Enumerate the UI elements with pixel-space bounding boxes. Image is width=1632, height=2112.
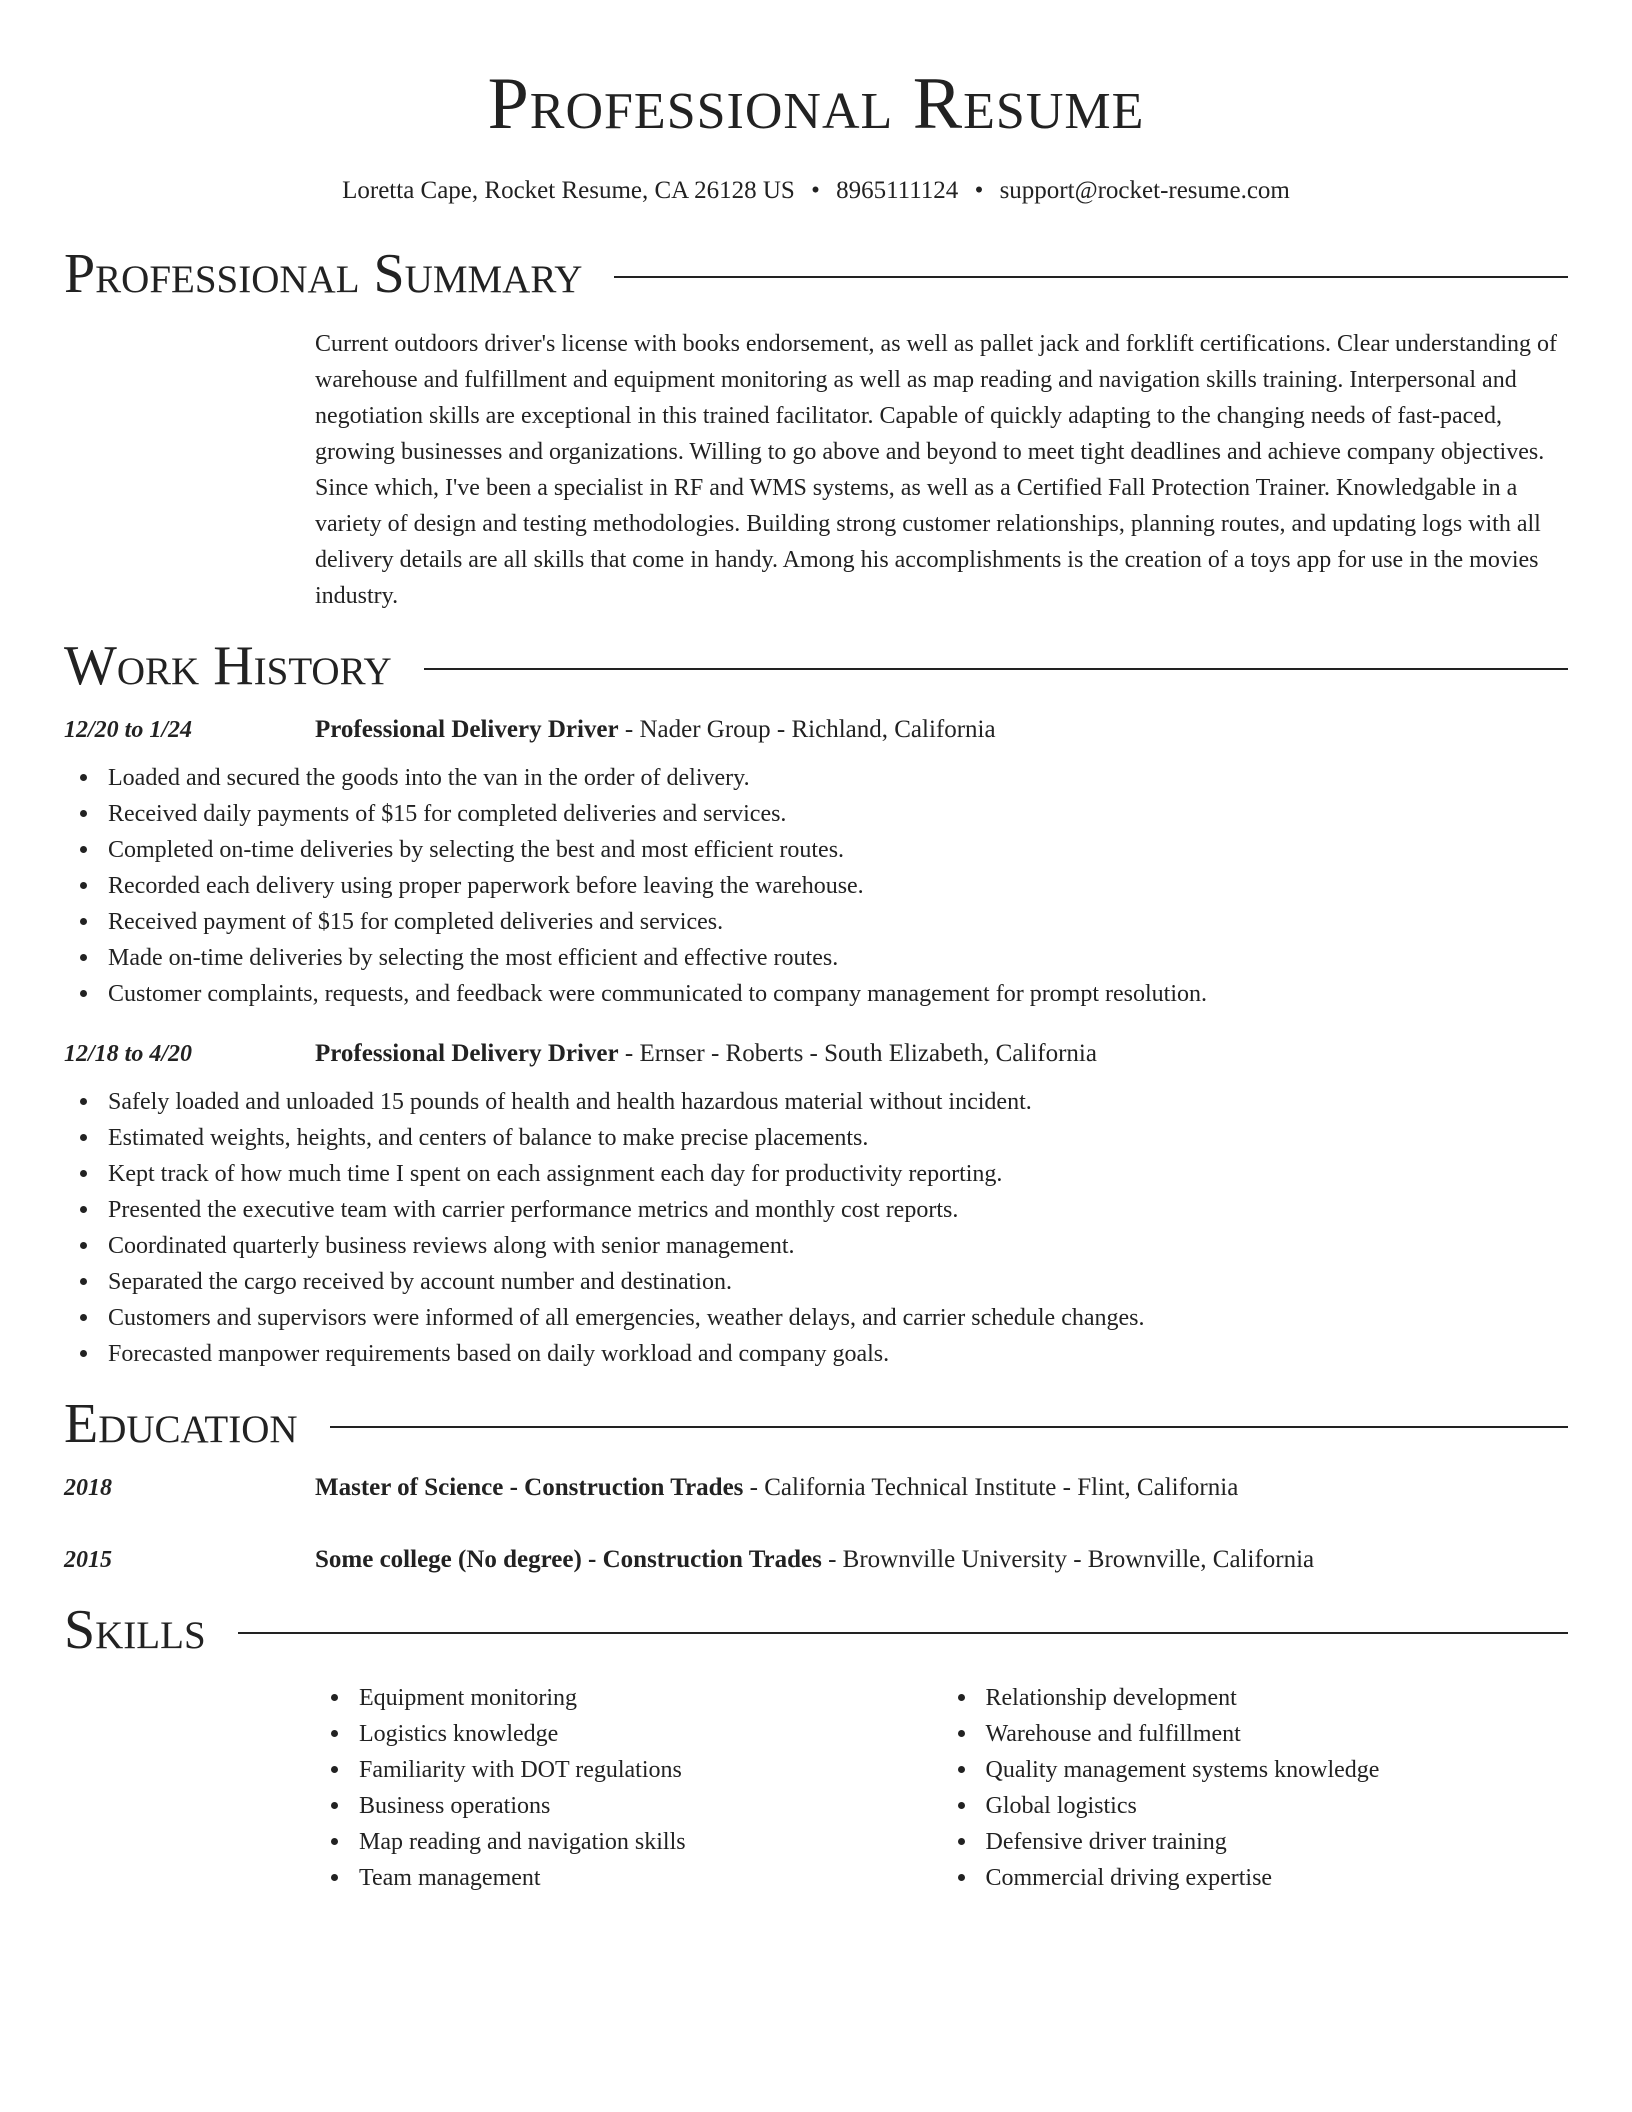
skill-item: Commercial driving expertise [986,1860,1569,1896]
list-item: Estimated weights, heights, and centers of balance to make precise placements. [108,1120,1568,1156]
section-divider [614,276,1568,278]
skill-item: Familiarity with DOT regulations [359,1752,942,1788]
contact-email: support@rocket-resume.com [999,177,1290,204]
job-dates: 12/18 to 4/20 [64,1041,193,1067]
job-details: - Nader Group - Richland, California [618,716,996,743]
contact-phone: 8965111124 [836,177,959,204]
list-item: Coordinated quarterly business reviews along with senior management. [108,1228,1568,1264]
skills-grid [315,1680,1568,1896]
skills-heading: Skills [64,1599,206,1661]
list-item: Made on-time deliveries by selecting the most efficient and effective routes. [108,940,1568,976]
education-heading: Education [64,1393,298,1455]
job-details: - Ernser - Roberts - South Elizabeth, California [618,1040,1097,1067]
work-section-header [64,634,1568,698]
list-item: Presented the executive team with carrier performance metrics and monthly cost reports. [108,1192,1568,1228]
skills-section-header [64,1598,1568,1662]
skill-item: Defensive driver training [986,1824,1569,1860]
job-role: Professional Delivery Driver [315,1040,619,1067]
job-heading [315,710,996,750]
work-heading: Work History [64,635,392,697]
list-item: Kept track of how much time I spent on each assignment each day for productivity reporting. [108,1156,1568,1192]
job-bullets [64,760,1568,1012]
education-entry [64,1540,1568,1580]
education-heading-line [315,1540,1314,1580]
list-item: Safely loaded and unloaded 15 pounds of health and health hazardous material without incident. [108,1084,1568,1120]
section-divider [238,1632,1568,1634]
job-heading [315,1034,1097,1074]
education-heading-line [315,1468,1238,1508]
education-degree: Master of Science - Construction Trades [315,1474,744,1501]
contact-separator: • [974,177,984,204]
contact-address: Loretta Cape, Rocket Resume, CA 26128 US [342,177,795,204]
section-divider [330,1426,1568,1428]
list-item: Completed on-time deliveries by selecting the best and most efficient routes. [108,832,1568,868]
summary-heading: Professional Summary [64,243,583,305]
skill-item: Equipment monitoring [359,1680,942,1716]
job-role: Professional Delivery Driver [315,716,619,743]
education-year: 2015 [64,1547,112,1573]
education-degree: Some college (No degree) - Construction Trades [315,1546,822,1573]
job-dates: 12/20 to 1/24 [64,717,193,743]
skill-item: Global logistics [986,1788,1569,1824]
list-item: Recorded each delivery using proper paperwork before leaving the warehouse. [108,868,1568,904]
section-divider [424,668,1568,670]
skill-item: Warehouse and fulfillment [986,1716,1569,1752]
list-item: Separated the cargo received by account number and destination. [108,1264,1568,1300]
list-item: Received payment of $15 for completed deliveries and services. [108,904,1568,940]
education-section-header [64,1392,1568,1456]
skill-item: Business operations [359,1788,942,1824]
skill-item: Logistics knowledge [359,1716,942,1752]
resume-title: Professional Resume [487,63,1145,145]
education-entry [64,1468,1568,1508]
job-bullets [64,1084,1568,1372]
summary-text: Current outdoors driver's license with books endorsement, as well as pallet jack and forklift certifications. Clear understanding of warehouse and fulfillment and equipment monitoring as well as map reading and navigation skills training. Interpersonal and negotiation skills are exceptional in this trained facilitator. Capable of quickly adapting to the changing needs of fast-paced, growing businesses and organizations. Willing to go above and beyond to meet tight deadlines and achieve company objectives. Since which, I've been a specialist in RF and WMS systems, as well as a Certified Fall Protection Trainer. Knowledgable in a variety of design and testing methodologies. Building strong customer relationships, planning routes, and updating logs with all delivery details are all skills that come in handy. Among his accomplishments is the creation of a toys app for use in the movies industry. [315,331,1557,609]
skill-item: Team management [359,1860,942,1896]
summary-section-header [64,242,1568,306]
list-item: Customers and supervisors were informed of all emergencies, weather delays, and carrier schedule changes. [108,1300,1568,1336]
skill-item: Relationship development [986,1680,1569,1716]
education-year: 2018 [64,1475,112,1501]
skill-item: Quality management systems knowledge [986,1752,1569,1788]
skill-item: Map reading and navigation skills [359,1824,942,1860]
list-item: Customer complaints, requests, and feedback were communicated to company management for prompt resolution. [108,976,1568,1012]
skills-list-right [942,1680,1569,1896]
contact-line [64,174,1568,208]
skills-list-left [315,1680,942,1896]
list-item: Forecasted manpower requirements based on daily workload and company goals. [108,1336,1568,1372]
job-entry [64,710,1568,1012]
list-item: Received daily payments of $15 for completed deliveries and services. [108,796,1568,832]
contact-separator: • [811,177,820,204]
list-item: Loaded and secured the goods into the van in the order of delivery. [108,760,1568,796]
education-details: - California Technical Institute - Flint, California [743,1474,1239,1501]
education-details: - Brownville University - Brownville, California [821,1546,1315,1573]
job-entry [64,1034,1568,1372]
